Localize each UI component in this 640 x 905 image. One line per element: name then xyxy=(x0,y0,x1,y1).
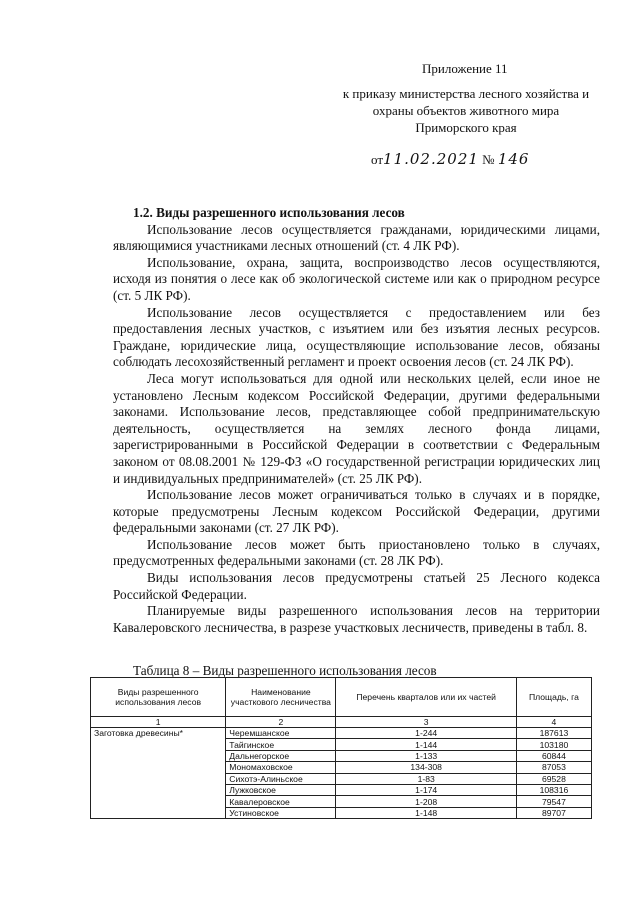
order-date-number xyxy=(371,150,529,168)
section-body xyxy=(113,205,600,636)
quarters-cell: 1-208 xyxy=(336,796,516,807)
area-cell: 108316 xyxy=(516,784,591,795)
quarters-cell: 1-83 xyxy=(336,773,516,784)
col-number: 2 xyxy=(226,717,336,728)
paragraph: Использование лесов осуществляется гражданами, юридическими лицами, являющимися участниками лесных отношений (ст. 4 ЛК РФ). xyxy=(113,221,600,254)
col-number: 4 xyxy=(516,717,591,728)
order-reference xyxy=(333,85,599,136)
handwritten-number: 146 xyxy=(497,150,530,168)
handwritten-date: 11.02.2021 xyxy=(383,150,479,168)
forestry-name: Лужковское xyxy=(226,784,336,795)
forestry-name: Дальнегорское xyxy=(226,750,336,761)
area-cell: 89707 xyxy=(516,807,591,818)
area-cell: 79547 xyxy=(516,796,591,807)
area-cell: 60844 xyxy=(516,750,591,761)
paragraph: Леса могут использоваться для одной или нескольких целей, если иное не установлено Лесным кодексом Российской Федерации, другими федеральными законами. Использование лесов, представляющее собой предпринимательскую деятельность, осуществляется на землях лесного фонда лицами, зарегистрированными в Российской Федерации в соответствии с Федеральным законом от 08.08.2001 № 129-ФЗ «О государственной регистрации юридических лиц и индивидуальных предпринимателей» (ст. 25 ЛК РФ). xyxy=(113,370,600,486)
area-cell: 187613 xyxy=(516,728,591,739)
from-label: от xyxy=(371,152,384,167)
forestry-name: Устиновское xyxy=(226,807,336,818)
paragraph: Использование лесов может ограничиваться только в случаях и в порядке, которые предусмотрены Лесным кодексом Российской Федерации, другими федеральными законами (ст. 27 ЛК РФ). xyxy=(113,487,600,536)
area-cell: 103180 xyxy=(516,739,591,750)
col-number: 3 xyxy=(336,717,516,728)
forestry-name: Сихотэ-Алиньское xyxy=(226,773,336,784)
area-cell: 69528 xyxy=(516,773,591,784)
table-caption: Таблица 8 – Виды разрешенного использования лесов xyxy=(133,663,437,678)
area-cell: 87053 xyxy=(516,762,591,773)
header-use-type: Виды разрешенного использования лесов xyxy=(91,678,226,717)
header-area: Площадь, га xyxy=(516,678,591,717)
order-line-2: охраны объектов животного мира xyxy=(372,103,560,118)
quarters-cell: 1-244 xyxy=(336,728,516,739)
order-line-1: к приказу министерства лесного хозяйства и xyxy=(342,86,590,101)
quarters-cell: 134-308 xyxy=(336,762,516,773)
quarters-cell: 1-148 xyxy=(336,807,516,818)
paragraph: Использование, охрана, защита, воспроизводство лесов осуществляются, исходя из понятия о лесе как об экологической системе или как о природном ресурсе (ст. 5 ЛК РФ). xyxy=(113,254,600,303)
forestry-name: Кавалеровское xyxy=(226,796,336,807)
forestry-name: Мономаховское xyxy=(226,762,336,773)
quarters-cell: 1-133 xyxy=(336,750,516,761)
quarters-cell: 1-144 xyxy=(336,739,516,750)
appendix-label: Приложение 11 xyxy=(422,61,508,76)
section-heading: 1.2. Виды разрешенного использования лесов xyxy=(133,205,405,220)
paragraph: Виды использования лесов предусмотрены статьей 25 Лесного кодекса Российской Федерации. xyxy=(113,570,600,602)
forestry-name: Тайгинское xyxy=(226,739,336,750)
number-label: № xyxy=(482,152,495,167)
paragraph: Использование лесов может быть приостановлено только в случаях, предусмотренных федеральными законами (ст. 28 ЛК РФ). xyxy=(113,536,600,569)
forest-use-table xyxy=(90,677,592,819)
table-row xyxy=(91,728,592,739)
header-forestry: Наименование участкового лесничества xyxy=(226,678,336,717)
col-number: 1 xyxy=(91,717,226,728)
header-quarters: Перечень кварталов или их частей xyxy=(336,678,516,717)
quarters-cell: 1-174 xyxy=(336,784,516,795)
order-line-3: Приморского края xyxy=(415,120,517,135)
paragraph: Использование лесов осуществляется с предоставлением или без предоставления лесных участков, с изъятием или без изъятия лесных ресурсов. Граждане, юридические лица, осуществляющие использование лесов, обязаны соблюдать лесохозяйственный регламент и проект освоения лесов (ст. 24 ЛК РФ). xyxy=(113,304,600,370)
forestry-name: Черемшанское xyxy=(226,728,336,739)
use-type-cell: Заготовка древесины* xyxy=(91,728,226,819)
paragraph: Планируемые виды разрешенного использования лесов на территории Кавалеровского лесничества, в разрезе участковых лесничеств, приведены в табл. 8. xyxy=(113,603,600,635)
